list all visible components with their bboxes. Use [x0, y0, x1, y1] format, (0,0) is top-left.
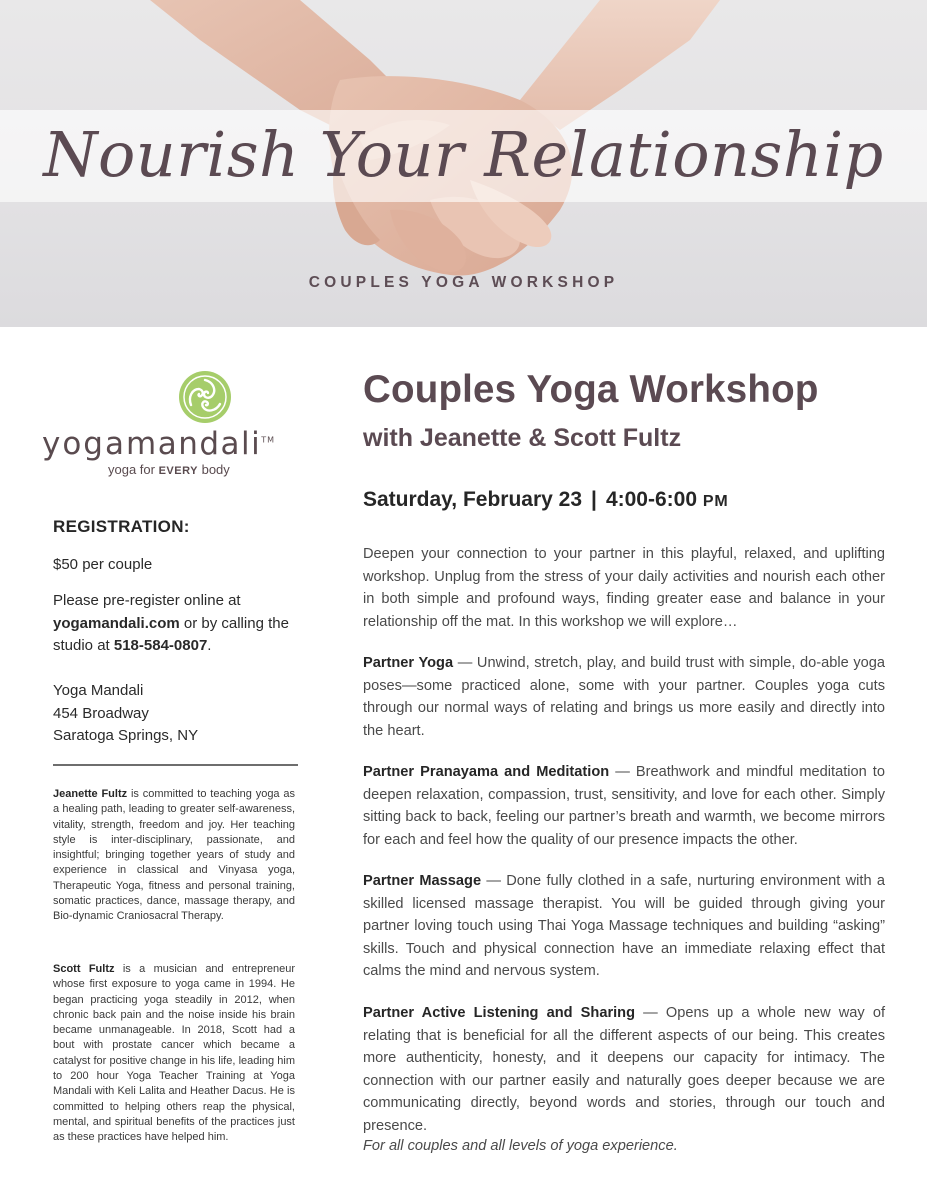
- section-partner-yoga: [363, 652, 885, 742]
- bio-scott: [53, 962, 295, 1146]
- yoga-mandali-logo: [42, 368, 298, 478]
- registration-info: [53, 590, 303, 658]
- reg-info-pre: Please pre-register online at: [53, 592, 241, 609]
- logo-word-mandali: mandali: [126, 426, 262, 462]
- registration-price: $50 per couple: [53, 556, 153, 573]
- bio-scott-name: Scott Fultz: [53, 963, 115, 975]
- address-city: Saratoga Springs, NY: [53, 727, 199, 744]
- bio-jeanette: [53, 787, 295, 925]
- section-heading: Partner Active Listening and Sharing: [363, 1005, 636, 1021]
- reg-info-post: .: [207, 637, 212, 654]
- workshop-date: Saturday, February 23: [363, 488, 583, 511]
- address-name: Yoga Mandali: [53, 682, 144, 699]
- logo-tag-bold: EVERY: [158, 465, 198, 477]
- section-partner-listening: [363, 1002, 885, 1138]
- logo-tag-pre: yoga for: [108, 462, 159, 477]
- logo-tag-post: body: [197, 462, 230, 477]
- logo-tagline: [108, 462, 230, 477]
- logo-wordmark: [42, 426, 298, 462]
- logo-word-yoga: yoga: [42, 426, 126, 462]
- workshop-subtitle: with Jeanette & Scott Fultz: [363, 424, 682, 452]
- reg-info-mid: or by calling the studio at: [53, 614, 289, 654]
- section-partner-massage: [363, 870, 885, 983]
- hero-title: Nourish Your Relationship: [43, 118, 884, 191]
- section-text: — Opens up a whole new way of relating that is beneficial for all the different aspects of our being. This creates more authenticity, honesty, and it deepens our capacity for intimacy. The connection with our partner easily and naturally goes deeper because we are communicating directly, beyond words and stories, through our touch and presence.: [363, 1005, 886, 1134]
- section-divider: [53, 764, 298, 766]
- bio-jeanette-name: Jeanette Fultz: [53, 788, 128, 800]
- registration-heading: REGISTRATION:: [53, 517, 190, 536]
- workshop-title: Couples Yoga Workshop: [363, 368, 819, 411]
- workshop-date-time: [363, 488, 728, 512]
- hero-subtitle: COUPLES YOGA WORKSHOP: [308, 274, 619, 291]
- workshop-time-pm: PM: [702, 493, 729, 510]
- website-link[interactable]: yogamandali.com: [53, 614, 180, 632]
- workshop-intro: Deepen your connection to your partner in this playful, relaxed, and uplifting workshop. Unplug from the stress of your daily activities and nourish each other in both simple and profound ways, finding greater ease and balance in your relationship off the mat. In this workshop we will explore…: [363, 546, 885, 630]
- studio-address: [53, 680, 198, 748]
- section-heading: Partner Yoga: [363, 655, 454, 671]
- hero-banner: [0, 0, 927, 327]
- section-partner-pranayama: [363, 761, 885, 851]
- mandala-emblem-icon: [176, 368, 234, 426]
- bio-jeanette-text: is committed to teaching yoga as a healing path, leading to greater self-awareness, vitality, strength, freedom and joy. Her teaching style is inter-disciplinary, passionate, and insightful; bringing together years of study and experience in classical and Vinyasa yoga, Therapeutic Yoga, fitness and personal training, somatic practices, dance, massage therapy, and Bio-dynamic Craniosacral Therapy.: [53, 788, 295, 923]
- section-text: — Done fully clothed in a safe, nurturing environment with a skilled licensed massage therapist. You will be guided through giving your partner loving touch using Thai Yoga Massage techniques and building “asking” skills. Touch and physical connection have an immediate relaxing effect that calms the mind and nervous system.: [363, 873, 885, 980]
- section-heading: Partner Pranayama and Meditation: [363, 764, 610, 780]
- closing-note: For all couples and all levels of yoga experience.: [363, 1138, 678, 1154]
- address-street: 454 Broadway: [53, 704, 149, 722]
- section-heading: Partner Massage: [363, 873, 482, 889]
- bio-scott-text: is a musician and entrepreneur whose first exposure to yoga came in 1994. He began practicing yoga steadily in 2012, when chronic back pain and the noise inside his brain became unmanageable. In 2018, Scott had a bout with prostate cancer which became a catalyst for positive change in his life, leading him to 200 hour Yoga Teacher Training at Yoga Mandali with Keli Lalita and Heather Dacus. He is committed to helping others reap the physical, mental, and spiritual benefits of the practices just as these practices have helped him.: [53, 963, 295, 1144]
- workshop-time: 4:00-6:00: [605, 488, 697, 511]
- phone-number[interactable]: 518-584-0807: [113, 637, 208, 654]
- section-text: — Breathwork and mindful meditation to deepen relaxation, compassion, trust, sensitivity, and love for each other. Simply sitting back to back, feeling our partner’s breath and warmth, we become mirrors for each and feel how the quality of our presence impacts the other.: [363, 764, 885, 848]
- date-separator: |: [591, 488, 597, 511]
- logo-trademark: TM: [261, 435, 276, 445]
- section-text: — Unwind, stretch, play, and build trust with simple, do-able yoga poses—some practiced alone, some with your partner. Couples yoga cuts through our normal ways of relating and brings us more easily and directly into the heart.: [363, 655, 885, 739]
